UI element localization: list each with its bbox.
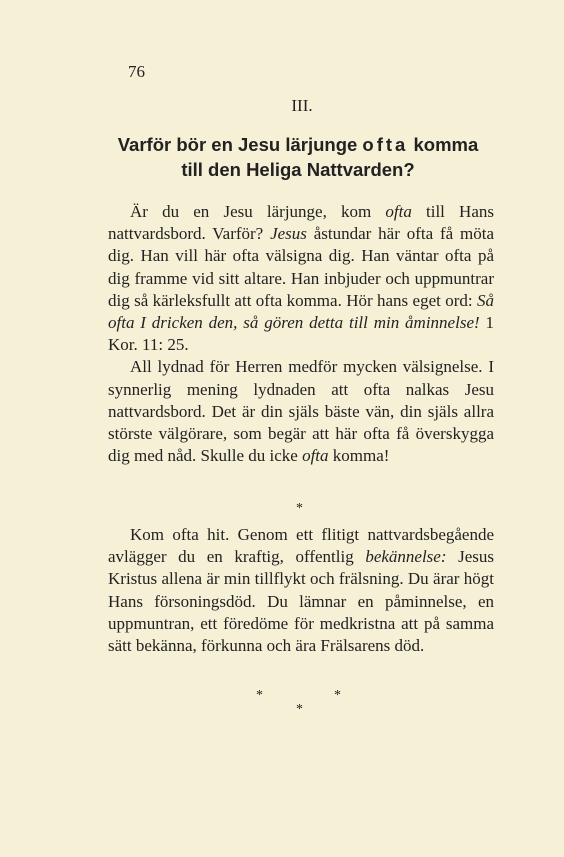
p3-italic-a: bekännelse:: [365, 547, 447, 567]
body-text-block: [108, 201, 494, 467]
end-asterisk-left: *: [256, 688, 263, 703]
p2-text-a: All lydnad för Herren medför mycken välsignelse. I synnerlig mening lydnaden att ofta nalkas Jesu nattvardsbord. Det är din själs bäste vän, din själs allra störste välgörare, som begär att här ofta få överskygga dig med nåd. Skulle du icke: [108, 357, 494, 466]
separator-asterisk: *: [296, 501, 303, 516]
heading-line-2: till den Heliga Nattvarden?: [181, 159, 415, 180]
chapter-heading: [100, 132, 496, 182]
p1-italic-b: Jesus: [270, 224, 307, 244]
end-asterisk-bottom: *: [296, 702, 303, 717]
p1-text-c: åstundar här ofta få möta dig. Han vill här ofta välsigna dig. Han väntar ofta på dig framme vid sitt altare. Han inbjuder och uppmuntrar dig så kärleksfullt att ofta komma. Hör hans eget ord:: [108, 224, 494, 310]
p1-text-a: Är du en Jesu lärjunge, kom: [130, 202, 386, 221]
paragraph-3: [108, 524, 494, 657]
heading-text-b: komma: [408, 134, 479, 155]
heading-spaced-word: ofta: [362, 134, 409, 155]
p1-text-b: till Hans nattvardsbord. Varför?: [108, 202, 494, 244]
paragraph-2: [108, 356, 494, 467]
p2-text-b: komma!: [328, 446, 390, 466]
heading-line-1: [100, 132, 496, 157]
p1-text-d: 1 Kor. 11: 25.: [108, 313, 495, 355]
p1-italic-a: ofta: [385, 202, 412, 221]
section-number: III.: [291, 96, 313, 115]
p2-italic-a: ofta: [302, 446, 329, 466]
p1-italic-quote: Så ofta I dricken den, så gören detta till min åminnelse!: [108, 290, 494, 333]
p3-text-a: Kom ofta hit. Genom ett flitigt nattvardsbegående avlägger du en kraftig, offentlig: [108, 525, 494, 567]
body-text-block-2: [108, 524, 494, 657]
end-asterisk-right: *: [334, 688, 341, 703]
heading-text-a: Varför bör en Jesu lärjunge: [117, 134, 363, 155]
p3-text-b: Jesus Kristus allena är min tillflykt och frälsning. Du ärar högt Hans försoningsdöd. Du lämnar en påminnelse, en uppmuntran, ett föredöme för medkristna att på samma sätt bekänna, förkunna och ära Frälsarens död.: [108, 547, 494, 656]
page-number: 76: [128, 62, 145, 81]
paragraph-1: [108, 201, 494, 356]
